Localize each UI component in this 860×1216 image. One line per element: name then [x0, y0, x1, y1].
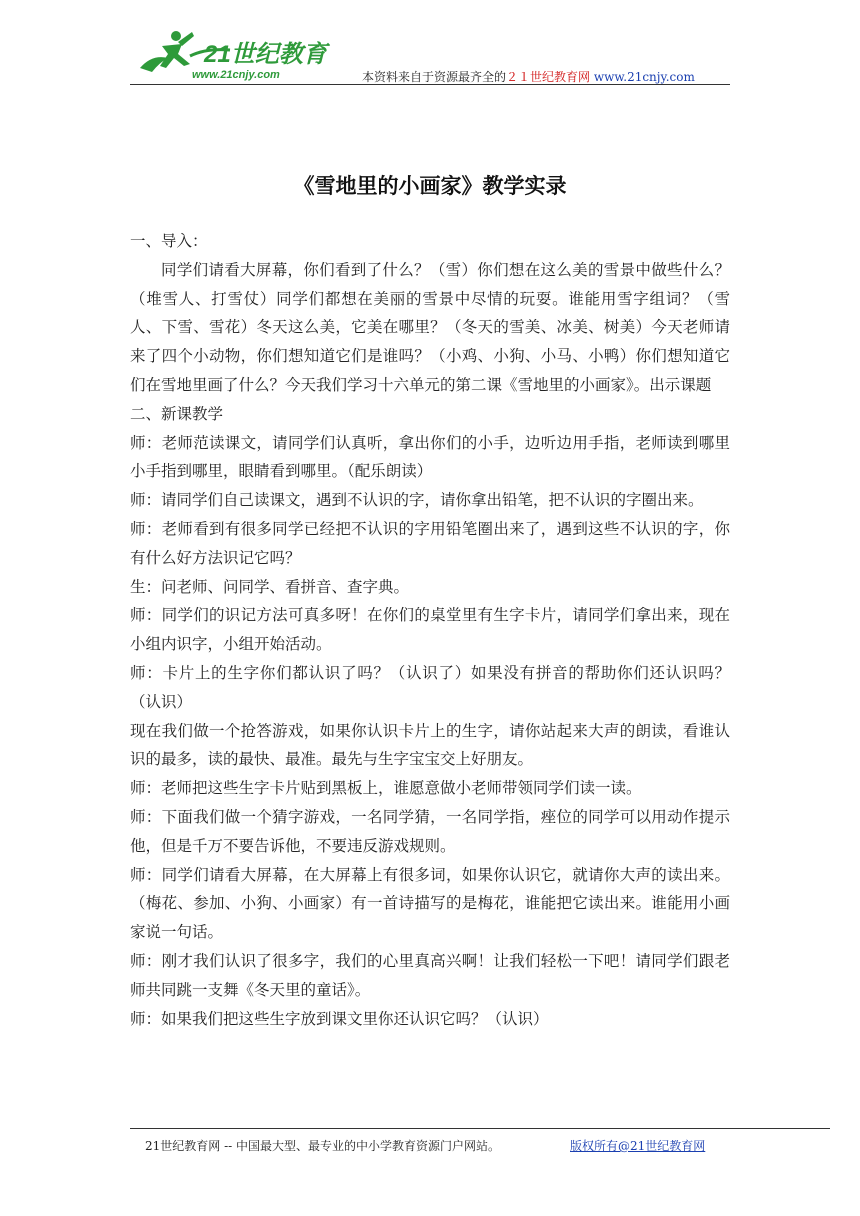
paragraph: 现在我们做一个抢答游戏，如果你认识卡片上的生字，请你站起来大声的朗读，看谁认识的最多，读的最快、最准。最先与生字宝宝交上好朋友。 — [130, 721, 730, 769]
document-body — [130, 227, 730, 1033]
paragraph: 师：如果我们把这些生字放到课文里你还认识它吗？（认识） — [130, 1009, 549, 1028]
paragraph: 师：同学们请看大屏幕，在大屏幕上有很多词，如果你认识它，就请你大声的读出来。（梅花、参加、小狗、小画家）有一首诗描写的是梅花，谁能把它读出来。谁能用小画家说一句话。 — [130, 865, 730, 942]
logo-wordmark: 21世纪教育 — [204, 41, 327, 68]
header-source-note — [362, 68, 695, 85]
paragraph: 二、新课教学 — [130, 404, 224, 423]
paragraph: 师：老师把这些生字卡片贴到黑板上，谁愿意做小老师带领同学们读一读。 — [130, 779, 642, 798]
logo-url-text: www.21cnjy.com — [192, 69, 280, 81]
paragraph: 一、导入： — [130, 232, 208, 250]
header-divider — [130, 84, 730, 85]
footer-divider — [130, 1128, 830, 1129]
paragraph: 同学们请看大屏幕，你们看到了什么？（雪）你们想在这么美的雪景中做些什么？（堆雪人、打雪仗）同学们都想在美丽的雪景中尽情的玩耍。谁能用雪字组词？（雪人、下雪、雪花）冬天这么美，它美在哪里？（冬天的雪美、冰美、树美）今天老师请来了四个小动物，你们想知道它们是谁吗？（小鸡、小狗、小马、小鸭）你们想知道它们在雪地里画了什么？今天我们学习十六单元的第二课《雪地里的小画家》。出示课题 — [130, 260, 730, 394]
paragraph: 师：同学们的识记方法可真多呀！在你们的桌堂里有生字卡片，请同学们拿出来，现在小组内识字，小组开始活动。 — [130, 606, 730, 654]
header-url-link[interactable]: www.21cnjy.com — [593, 70, 695, 84]
paragraph: 师：老师看到有很多同学已经把不认识的字用铅笔圈出来了，遇到这些不认识的字，你有什么好方法识记它吗？ — [130, 519, 730, 567]
footer-site-description: 21世纪教育网 -- 中国最大型、最专业的中小学教育资源门户网站。 — [145, 1139, 501, 1153]
paragraph: 师：请同学们自己读课文，遇到不认识的字，请你拿出铅笔，把不认识的字圈出来。 — [130, 491, 704, 510]
footer-copyright-link[interactable]: 版权所有@21世纪教育网 — [570, 1139, 706, 1153]
header-brand-link[interactable]: ２１世纪教育网 — [506, 70, 591, 84]
page-footer — [145, 1137, 706, 1154]
paragraph: 师：下面我们做一个猜字游戏，一名同学猜，一名同学指，痤位的同学可以用动作提示他，但是千万不要告诉他，不要违反游戏规则。 — [130, 807, 730, 855]
paragraph: 生：问老师、问同学、看拼音、查字典。 — [130, 577, 410, 596]
page-header — [130, 20, 730, 86]
paragraph: 师：卡片上的生字你们都认识了吗？（认识了）如果没有拼音的帮助你们还认识吗？（认识） — [130, 663, 730, 711]
header-note-prefix: 本资料来自于资源最齐全的 — [362, 70, 507, 84]
paragraph: 师：老师范读课文，请同学们认真听，拿出你们的小手，边听边用手指，老师读到哪里小手指到哪里，眼睛看到哪里。（配乐朗读） — [130, 433, 730, 481]
paragraph: 师：刚才我们认识了很多字，我们的心里真高兴啊！让我们轻松一下吧！请同学们跟老师共同跳一支舞《冬天里的童话》。 — [130, 951, 730, 999]
document-title: 《雪地里的小画家》教学实录 — [293, 173, 567, 198]
site-logo — [134, 24, 344, 84]
